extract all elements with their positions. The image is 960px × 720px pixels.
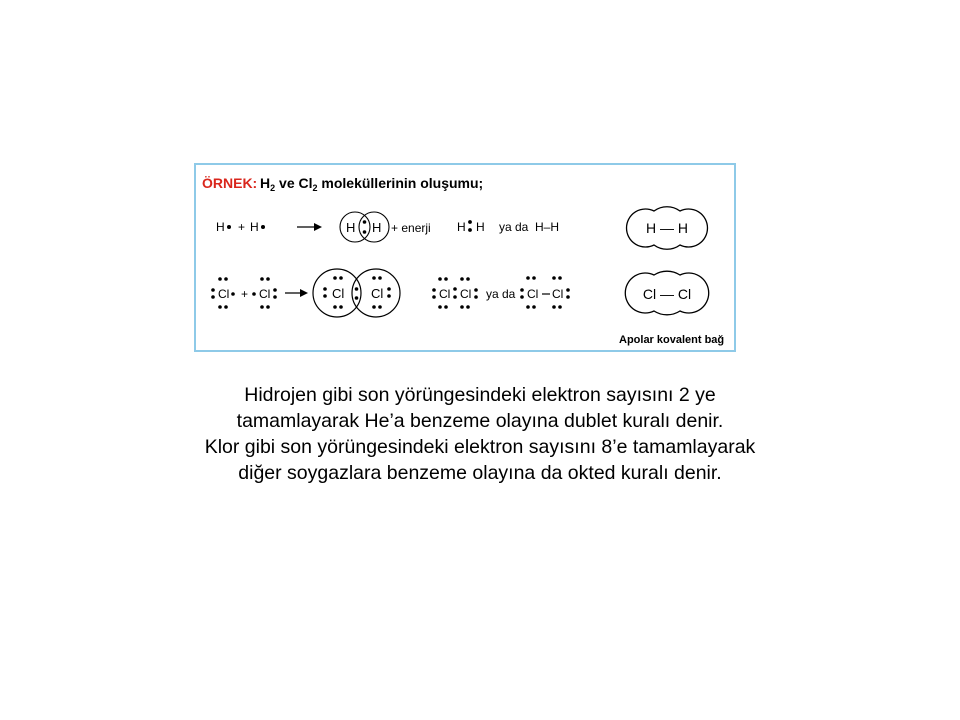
figure-title: $H_2$ ve $Cl_2$ moleküllerinin oluşumu; <box>260 175 484 193</box>
cl-atom-1: Cl <box>218 287 230 301</box>
lewis-h-right: H <box>476 220 485 234</box>
ya-da-1: ya da <box>499 220 529 234</box>
caption-line-3: Klor gibi son yörüngesindeki elektron sayısını 8’e tamamlayarak <box>204 436 756 458</box>
cl-bond-left: Cl <box>527 287 539 301</box>
h-electron <box>227 225 231 229</box>
shared-electron <box>363 220 367 224</box>
lewis-electron <box>468 220 472 224</box>
shared-electron <box>363 230 367 234</box>
cl-in-molecule: Cl <box>332 286 345 301</box>
figure-canvas <box>196 165 734 350</box>
caption-line-1: Hidrojen gibi son yörüngesindeki elektron sayısını 2 ye <box>244 384 716 406</box>
cl-in-molecule: Cl <box>371 286 384 301</box>
apolar-label: Apolar kovalent bağ <box>619 334 725 346</box>
lewis-cl-right: Cl <box>460 287 472 301</box>
cl-atom-2: Cl <box>259 287 271 301</box>
h-electron <box>261 225 265 229</box>
h-atom-1: H <box>216 220 225 234</box>
caption-line-4: diğer soygazlara benzeme olayına da okted kuralı denir. <box>238 462 722 484</box>
lewis-h-left: H <box>457 220 466 234</box>
ya-da-2: ya da <box>486 287 516 301</box>
lewis-cl-left: Cl <box>439 287 451 301</box>
explanation-text <box>100 382 860 486</box>
arrow-head <box>300 289 308 297</box>
plus-enerji: + enerji <box>391 221 431 235</box>
ornek-label: ÖRNEK: <box>202 175 258 191</box>
h-atom-in-molecule: H <box>372 220 382 235</box>
arrow-head <box>314 223 322 231</box>
cl2-line-formula: Cl — Cl <box>642 286 692 302</box>
h-atom-2: H <box>250 220 259 234</box>
molecule-formation-figure <box>194 163 736 352</box>
plus-sign: + <box>241 287 249 301</box>
plus-sign: + <box>238 220 246 234</box>
h-h-bond: H–H <box>535 220 560 234</box>
cl-bond-right: Cl <box>552 287 564 301</box>
lewis-electron <box>468 228 472 232</box>
h-atom-in-molecule: H <box>346 220 356 235</box>
h2-line-formula: H — H <box>646 220 688 236</box>
caption-line-2: tamamlayarak He’a benzeme olayına dublet kuralı denir. <box>236 410 724 432</box>
